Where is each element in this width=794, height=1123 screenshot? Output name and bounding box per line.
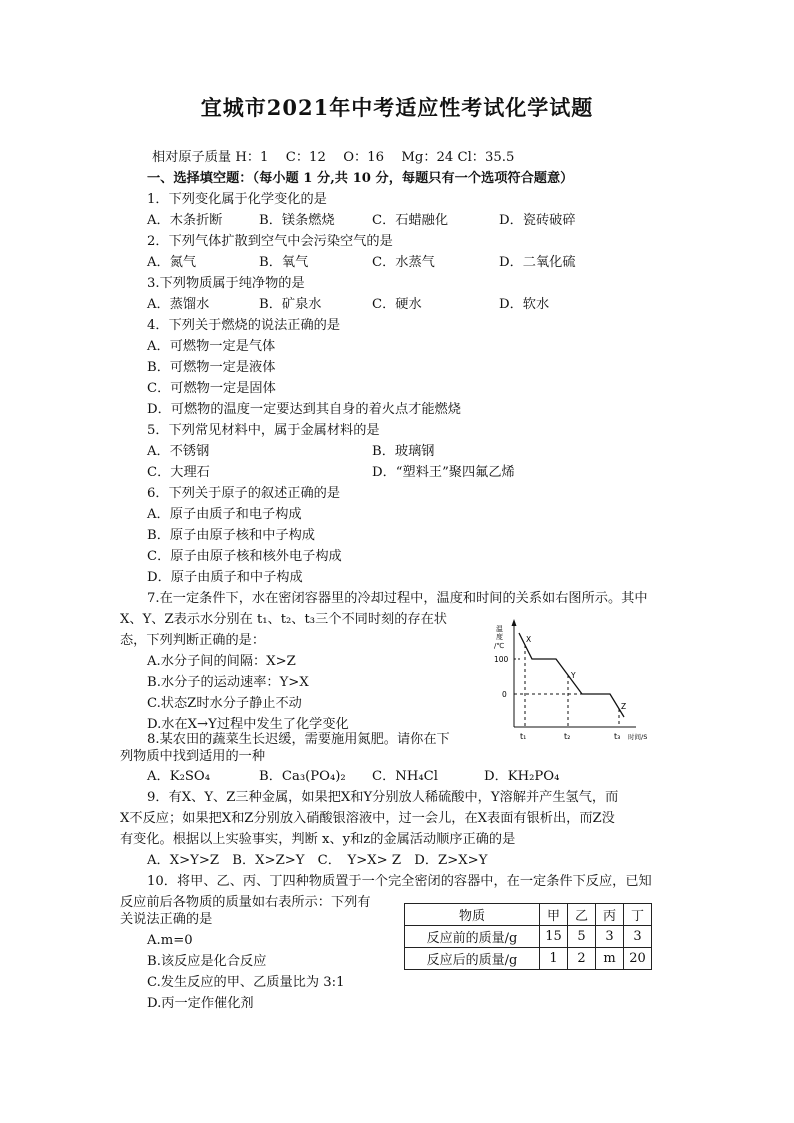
x-axis-label: 时间/S: [628, 733, 648, 741]
q7-line1: 7.在一定条件下，水在密闭容器里的冷却过程中，温度和时间的关系如右图所示。其中: [147, 591, 648, 606]
q1-stem: 1．下列变化属于化学变化的是: [147, 192, 327, 207]
section-heading: 一、选择填空题：（每小题 1 分,共 10 分，每题只有一个选项符合题意）: [147, 171, 574, 186]
q7-option-c: C.状态Z时水分子静止不动: [147, 696, 302, 711]
q7-option-d: D.水在X→Y过程中发生了化学变化: [147, 717, 349, 732]
mass-table: [404, 903, 652, 970]
q2-option-d: D．二氧化硫: [499, 255, 576, 270]
q8-option-c: C．NH₄Cl: [372, 769, 438, 784]
q7-option-b: B.水分子的运动速率：Y>X: [147, 675, 309, 690]
q3-option-b: B．矿泉水: [259, 297, 322, 312]
q7-line3: 态，下列判断正确的是：: [120, 633, 266, 648]
q3-option-d: D．软水: [499, 297, 550, 312]
point-z-label: Z: [621, 702, 627, 711]
q3-option-c: C．硬水: [372, 297, 422, 312]
q4-option-d: D．可燃物的温度一定要达到其自身的着火点才能燃烧: [147, 402, 461, 417]
y-tick-0: 0: [502, 690, 507, 699]
page-title: 宜城市2021年中考适应性考试化学试题: [200, 95, 594, 120]
q3-stem: 3.下列物质属于纯净物的是: [147, 276, 305, 291]
q10-option-a: A.m=0: [147, 933, 193, 948]
q5-option-b: B．玻璃钢: [372, 444, 435, 459]
y-label-1: 温: [496, 625, 503, 633]
table-cell: 反应后的质量/g: [405, 948, 540, 970]
y-label-3: /℃: [494, 642, 505, 650]
q1-option-c: C．石蜡融化: [372, 213, 449, 228]
y-label-2: 度: [496, 633, 503, 641]
q7-option-a: A.水分子间的间隔：X>Z: [147, 654, 296, 669]
q10-option-b: B.该反应是化合反应: [147, 954, 267, 969]
table-header-cell: 甲: [540, 904, 568, 926]
q10-line1: 10．将甲、乙、丙、丁四种物质置于一个完全密闭的容器中，在一定条件下反应，已知: [147, 874, 652, 889]
q6-option-c: C．原子由原子核和核外电子构成: [147, 549, 342, 564]
q1-option-d: D．瓷砖破碎: [499, 213, 576, 228]
q2-option-a: A．氮气: [147, 255, 197, 270]
table-cell: 15: [540, 926, 568, 948]
cooling-curve-chart: [486, 615, 656, 745]
table-cell: 5: [568, 926, 596, 948]
q9-line2: X不反应；如果把X和Z分别放入硝酸银溶液中，过一会儿，在X表面有银析出，而Z没: [120, 811, 615, 826]
table-cell: 2: [568, 948, 596, 970]
t3-label: t₃: [614, 732, 621, 741]
q5-stem: 5．下列常见材料中，属于金属材料的是: [147, 423, 380, 438]
q4-stem: 4．下列关于燃烧的说法正确的是: [147, 318, 341, 333]
q6-option-b: B．原子由原子核和中子构成: [147, 528, 315, 543]
q5-option-d: D．“塑料王”聚四氟乙烯: [372, 465, 515, 480]
q8-line1: 8.某农田的蔬菜生长迟缓，需要施用氮肥。请你在下: [147, 732, 450, 747]
q2-option-c: C．水蒸气: [372, 255, 435, 270]
q10-line2: 反应前后各物质的质量如右表所示：下列有: [120, 895, 371, 910]
q9-options: A．X>Y>Z B．X>Z>Y C． Y>X> Z D．Z>X>Y: [147, 853, 488, 868]
q8-option-d: D．KH₂PO₄: [484, 769, 560, 784]
q5-option-c: C．大理石: [147, 465, 210, 480]
table-header-cell: 丁: [624, 904, 652, 926]
q1-option-b: B．镁条燃烧: [259, 213, 335, 228]
q10-option-d: D.丙一定作催化剂: [147, 996, 254, 1011]
table-cell: 3: [596, 926, 624, 948]
q8-line2: 列物质中找到适用的一种: [120, 749, 266, 764]
t2-label: t₂: [564, 732, 571, 741]
y-tick-100: 100: [494, 655, 509, 664]
point-y-label: Y: [571, 671, 576, 680]
y-axis-arrow: [512, 619, 517, 626]
q10-option-c: C.发生反应的甲、乙质量比为 3:1: [147, 975, 345, 990]
point-x-label: X: [526, 635, 532, 644]
table-header-cell: 物质: [405, 904, 540, 926]
q10-line3: 关说法正确的是: [120, 912, 213, 927]
q6-option-d: D．原子由质子和中子构成: [147, 570, 303, 585]
q5-option-a: A．不锈钢: [147, 444, 210, 459]
q4-option-a: A．可燃物一定是气体: [147, 339, 276, 354]
q9-line3: 有变化。根据以上实验事实，判断 x、y和z的金属活动顺序正确的是: [120, 832, 516, 847]
table-cell: m: [596, 948, 624, 970]
table-row: [405, 926, 652, 948]
table-cell: 3: [624, 926, 652, 948]
t1-label: t₁: [520, 732, 527, 741]
q3-option-a: A．蒸馏水: [147, 297, 210, 312]
q4-option-c: C．可燃物一定是固体: [147, 381, 276, 396]
table-cell: 1: [540, 948, 568, 970]
table-header-row: [405, 904, 652, 926]
table-header-cell: 丙: [596, 904, 624, 926]
atomic-mass-line: 相对原子质量 H：1 C：12 O：16 Mg：24 Cl：35.5: [152, 150, 515, 165]
q8-option-a: A．K₂SO₄: [147, 769, 210, 784]
q6-option-a: A．原子由质子和电子构成: [147, 507, 302, 522]
q9-line1: 9．有X、Y、Z三种金属，如果把X和Y分别放人稀硫酸中，Y溶解并产生氢气，而: [147, 790, 619, 805]
table-cell: 20: [624, 948, 652, 970]
q1-option-a: A．木条折断: [147, 213, 223, 228]
q6-stem: 6．下列关于原子的叙述正确的是: [147, 486, 341, 501]
q7-line2: X、Y、Z表示水分别在 t₁、t₂、t₃三个不同时刻的存在状: [120, 612, 447, 627]
q8-option-b: B．Ca₃(PO₄)₂: [259, 769, 346, 784]
table-header-cell: 乙: [568, 904, 596, 926]
q2-stem: 2．下列气体扩散到空气中会污染空气的是: [147, 234, 393, 249]
q2-option-b: B．氧气: [259, 255, 309, 270]
q4-option-b: B．可燃物一定是液体: [147, 360, 276, 375]
table-cell: 反应前的质量/g: [405, 926, 540, 948]
table-row: [405, 948, 652, 970]
